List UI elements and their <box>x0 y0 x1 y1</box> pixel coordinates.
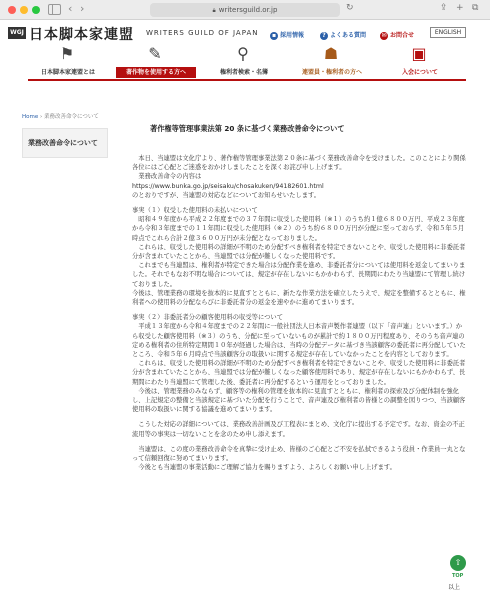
paragraph: 今後は、管理業務のみならず、顧客等の権利の管理を抜本的に見直すとともに、権利者の探索及び分配体制を強化し、上記規定の整備と当該規定に基づいた分配を行うことで、音声連及び権利者の皆様との調整を図りつつ、当該顧客使用料の取扱いに関する協議を進めてまいります。 <box>132 387 466 414</box>
paragraph: 今後とも当連盟の事業活動にご理解ご協力を賜りますよう、よろしくお願い申し上げます。 <box>132 464 396 472</box>
nav-users-label: 著作物を使用する方へ <box>116 67 196 78</box>
mail-icon: ✉ <box>381 31 387 39</box>
paragraph[interactable]: https://www.bunka.go.jp/seisaku/chosakuken/94182601.html <box>132 182 324 190</box>
top-label[interactable]: TOP <box>452 573 464 579</box>
sidebar-toggle-icon[interactable] <box>48 4 61 15</box>
article-body <box>132 154 468 473</box>
tab-overview-icon[interactable]: ⧉ <box>472 3 479 13</box>
share-icon[interactable]: ⇪ <box>440 3 448 13</box>
url-text: writersguild.or.jp <box>218 6 278 14</box>
breadcrumb <box>22 112 99 120</box>
paragraph: こうした対応の詳細については、業務改善計画及び工程表にまとめ、文化庁に提出する予定です。なお、資金の不正流用等の事実は一切ないことを念のため申し添えます。 <box>132 421 465 438</box>
nav-about-label: 日本脚本家連盟とは <box>40 69 95 76</box>
nav-about[interactable] <box>28 44 108 78</box>
logo-subtitle: WRITERS GUILD OF JAPAN <box>146 29 259 37</box>
section-heading: 事実（２）非委託者分の顧客使用料の収受等について <box>132 314 283 322</box>
sidebar-item-label: 業務改善命令について <box>28 139 98 147</box>
sidebar-item-current[interactable] <box>22 128 108 158</box>
nav-search-label: 権利者検索・名簿 <box>219 69 268 76</box>
paragraph: 平成１３年度から令和４年度までの２２年間に一般社団法人日本音声製作者連盟（以下「音声連」といいます。）から収受した顧客使用料（※３）のうち、分配に至っていないものが累計で約１８００万円程度あり、そのうち音声連の定める権利者の住所特定期間１０年が経過した場合は、当時の分配データに基づき当該顧客の委託者に再分配していたところ、令和５年６月時点で当該顧客分の取扱いに関する規定が存在していなかったことを内容としております。 <box>132 323 466 359</box>
recruit-link[interactable] <box>270 30 304 40</box>
nav-members[interactable] <box>292 44 372 78</box>
zoom-window-button[interactable] <box>32 6 40 14</box>
paragraph: これらは、収受した使用料の詳細が不明のため分配すべき権利者を特定できないことや、収受した使用料に非委託者分が含まれていたことから、当連盟では分配が難しくなった顧客使用料であり、規定が存在しないにもかかわらず、長期間にわたり当連盟にて管理した後、委託者に再分配するという運用をとっておりました。 <box>132 360 466 386</box>
people-icon: ⚑ <box>59 44 75 63</box>
nav-search[interactable] <box>204 44 284 78</box>
contact-link[interactable] <box>380 30 414 40</box>
logo-mark[interactable]: WGJ <box>8 27 26 39</box>
end-label: 以上 <box>448 584 461 591</box>
group-icon: ☗ <box>323 44 339 63</box>
refresh-icon[interactable]: ↻ <box>346 3 354 13</box>
section-heading: 事実（１）収受した使用料の未払いについて <box>132 207 258 215</box>
minimize-window-button[interactable] <box>20 6 28 14</box>
contact-label: お問合せ <box>390 32 415 39</box>
search-icon: ⚲ <box>237 44 249 63</box>
breadcrumb-home[interactable]: Home <box>22 114 39 120</box>
forward-icon[interactable]: › <box>80 2 85 15</box>
close-window-button[interactable] <box>8 6 16 14</box>
paragraph: これらは、収受した使用料の詳細が不明のため分配すべき権利者を特定できないことや、収受した使用料に非委託者分が含まれていたことから、当連盟では分配が難しくなった使用料です。 <box>132 243 466 261</box>
paragraph: 業務改善命令の内容は <box>132 173 202 181</box>
door-icon: ▣ <box>411 44 427 63</box>
main-navigation <box>28 44 466 78</box>
nav-divider <box>28 79 466 81</box>
faq-label: よくある質問 <box>330 32 367 39</box>
breadcrumb-separator: › <box>40 114 43 120</box>
paragraph: これまでも当連盟は、権利者が特定できた場合は分配作業を進め、非委託者分については使用料を返金してまいりました。それでもなお不明な場合については、規定が存在しないにもかかわらず、長期間にわたり当連盟にて管理し続けておりました。 <box>132 262 466 288</box>
nav-members-label: 連盟員・権利者の方へ <box>301 69 362 76</box>
logo-title[interactable]: 日本脚本家連盟 <box>29 27 134 43</box>
faq-link[interactable] <box>320 30 366 40</box>
new-tab-icon[interactable]: + <box>456 3 464 13</box>
page-title: 著作権等管理事業法第 20 条に基づく業務改善命令について <box>150 124 345 133</box>
browser-toolbar <box>0 0 490 20</box>
address-bar[interactable] <box>150 3 340 17</box>
nav-join-label: 入会について <box>402 69 438 76</box>
lock-icon: 🔒︎ <box>212 7 216 14</box>
paragraph: 昭和４９年度から平成２２年度までの３７年間に収受した使用料（※１）のうち約１億６８００万円、平成２３年度から令和３年度までの１１年間に収受した使用料（※２）のうち約６８００万円が分配に至っておらず、令和５年５月時点でこれら合計２億３６００万円が未分配となっておりました。 <box>132 216 465 242</box>
briefcase-icon: ▪ <box>271 31 277 39</box>
question-icon: ? <box>320 32 328 40</box>
paragraph: のとおりですが、当連盟の対応などについてお知らせいたします。 <box>132 191 321 199</box>
nav-users[interactable] <box>116 44 196 78</box>
recruit-label: 採用情報 <box>280 32 305 39</box>
breadcrumb-current: 業務改善命令について <box>43 114 99 120</box>
english-button[interactable]: ENGLISH <box>430 27 466 38</box>
arrow-up-icon: ⇧ <box>454 558 462 567</box>
back-icon[interactable]: ‹ <box>68 2 73 15</box>
book-icon: ✎ <box>148 44 162 63</box>
paragraph: 今後は、管理業務の環境を抜本的に見直すとともに、新たな作業方法を確立したうえで、規定を整備するとともに、権利者への使用料の分配ならびに非委託者分の返金を速やかに進めてまいります。 <box>132 289 466 307</box>
paragraph: 当連盟は、この度の業務改善命令を真摯に受け止め、皆様のご心配とご不安を払拭できるよう役員・作業員一丸となって信頼回復に努めてまいります。 <box>132 445 466 463</box>
nav-join[interactable] <box>380 44 460 78</box>
back-to-top-button[interactable] <box>450 555 466 571</box>
paragraph: 本日、当連盟は文化庁より、著作権等管理事業法第２０条に基づく業務改善命令を受けました。このことにより関係各位にはご心配とご迷惑をおかけしましたことを深くお詫び申し上げます。 <box>132 155 466 172</box>
